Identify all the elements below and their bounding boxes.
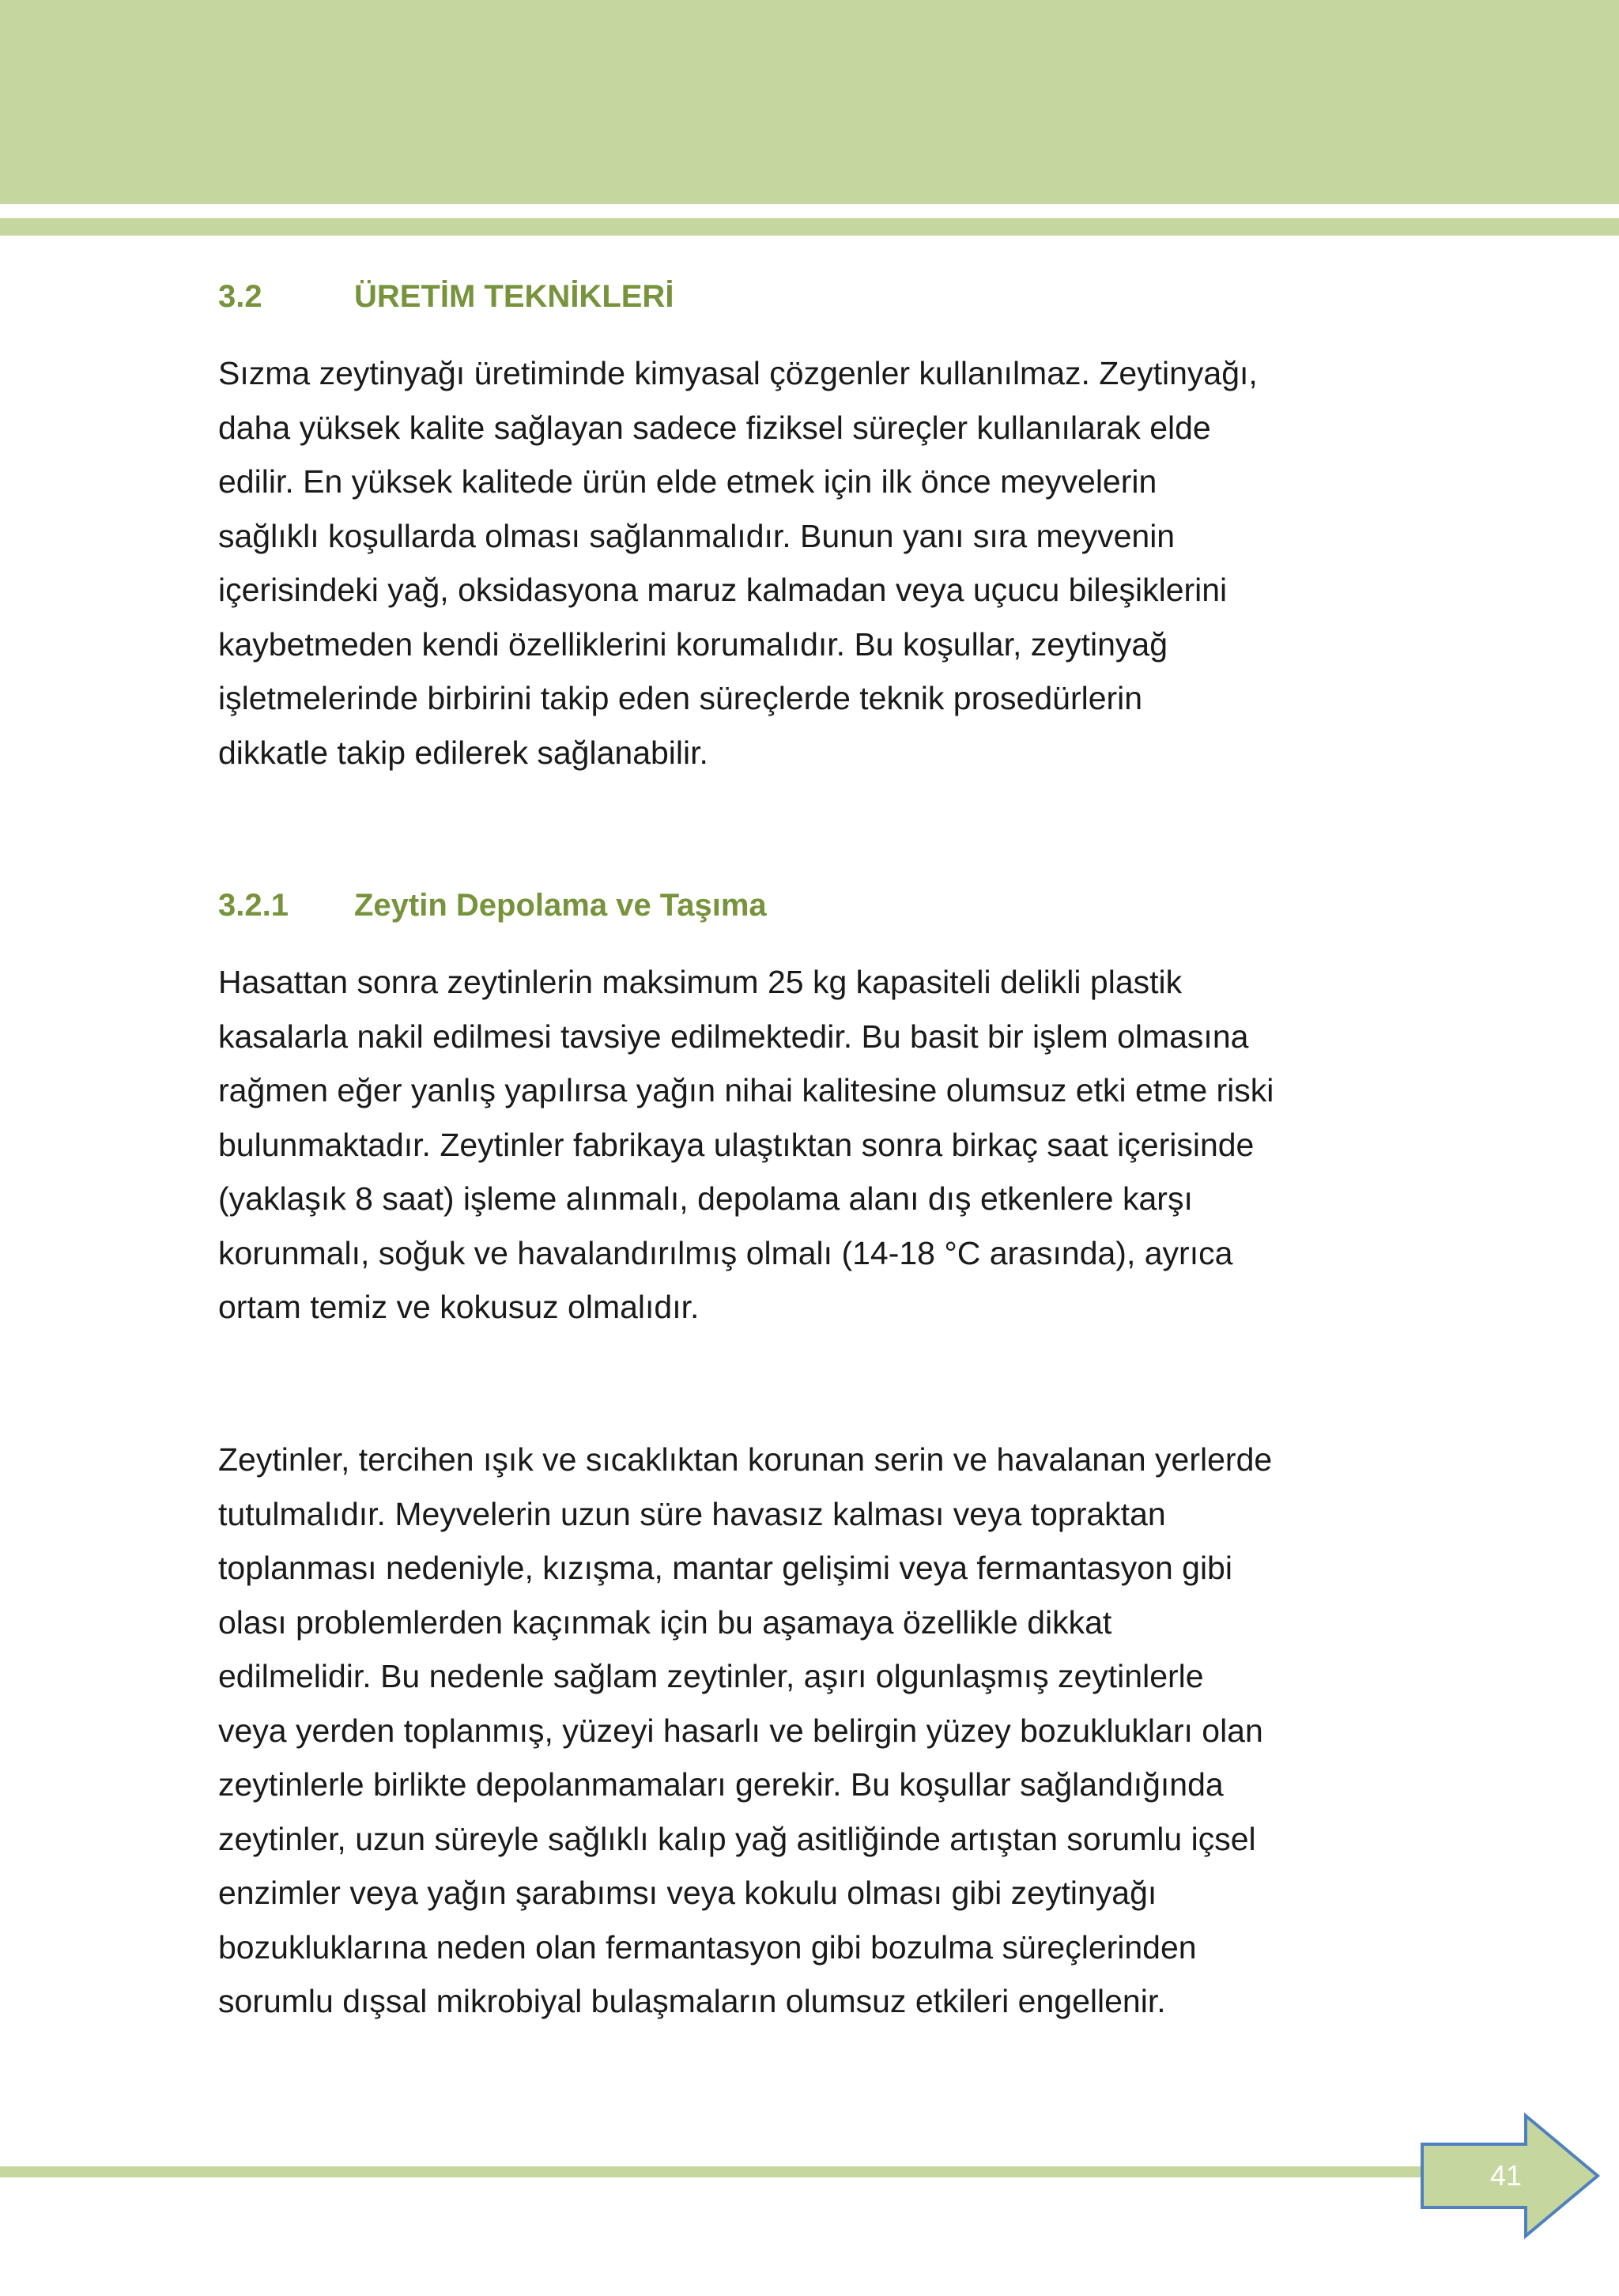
paragraph-line: veya yerden toplanmış, yüzeyi hasarlı ve belirgin yüzey bozuklukları olan xyxy=(218,1712,1263,1749)
paragraph-line: ortam temiz ve kokusuz olmalıdır. xyxy=(218,1289,700,1325)
subsection-paragraph-1 xyxy=(218,955,1404,1335)
paragraph-line: rağmen eğer yanlış yapılırsa yağın nihai kalitesine olumsuz etki etme riski xyxy=(218,1072,1274,1108)
paragraph-line: korunmalı, soğuk ve havalandırılmış olmalı (14-18 °C arasında), ayrıca xyxy=(218,1234,1233,1271)
subsection-heading xyxy=(218,886,767,925)
subsection-number: 3.2.1 xyxy=(218,888,289,923)
section-number: 3.2 xyxy=(218,279,262,314)
section-heading xyxy=(218,277,674,316)
paragraph-line: işletmelerinde birbirini takip eden süreçlerde teknik prosedürlerin xyxy=(218,680,1143,716)
paragraph-line: Sızma zeytinyağı üretiminde kimyasal çözgenler kullanılmaz. Zeytinyağı, xyxy=(218,355,1258,391)
paragraph-line: edilmelidir. Bu nedenle sağlam zeytinler, aşırı olgunlaşmış zeytinlerle xyxy=(218,1658,1204,1694)
paragraph-line: Hasattan sonra zeytinlerin maksimum 25 kg kapasiteli delikli plastik xyxy=(218,964,1183,1000)
paragraph-line: zeytinlerle birlikte depolanmamaları gerekir. Bu koşullar sağlandığında xyxy=(218,1766,1224,1803)
section-paragraph xyxy=(218,346,1404,780)
header-band xyxy=(0,0,1619,204)
paragraph-line: (yaklaşık 8 saat) işleme alınmalı, depolama alanı dış etkenlere karşı xyxy=(218,1180,1193,1217)
paragraph-line: toplanması nedeniyle, kızışma, mantar gelişimi veya fermantasyon gibi xyxy=(218,1550,1232,1586)
paragraph-line: kaybetmeden kendi özelliklerini korumalıdır. Bu koşullar, zeytinyağ xyxy=(218,625,1168,663)
paragraph-line: edilir. En yüksek kalitede ürün elde etmek için ilk önce meyvelerin xyxy=(218,463,1157,500)
paragraph-line: Zeytinler, tercihen ışık ve sıcaklıktan korunan serin ve havalanan yerlerde xyxy=(218,1441,1273,1478)
paragraph-line: içerisindeki yağ, oksidasyona maruz kalmadan veya uçucu bileşiklerini xyxy=(218,572,1228,608)
paragraph-line: olası problemlerden kaçınmak için bu aşamaya özellikle dikkat xyxy=(218,1603,1112,1641)
page-number: 41 xyxy=(1489,2159,1523,2192)
paragraph-line: sağlıklı koşullarda olması sağlanmalıdır. Bunun yanı sıra meyvenin xyxy=(218,517,1176,554)
paragraph-line: enzimler veya yağın şarabımsı veya kokulu olması gibi zeytinyağı xyxy=(218,1875,1157,1911)
paragraph-line: tutulmalıdır. Meyvelerin uzun süre havasız kalması veya topraktan xyxy=(218,1495,1166,1532)
paragraph-line: kasalarla nakil edilmesi tavsiye edilmektedir. Bu basit bir işlem olmasına xyxy=(218,1018,1249,1055)
subsection-paragraph-2 xyxy=(218,1433,1404,2029)
paragraph-line: dikkatle takip edilerek sağlanabilir. xyxy=(218,734,708,771)
header-rule xyxy=(0,218,1619,236)
paragraph-line: bulunmaktadır. Zeytinler fabrikaya ulaştıktan sonra birkaç saat içerisinde xyxy=(218,1126,1255,1163)
paragraph-line: daha yüksek kalite sağlayan sadece fiziksel süreçler kullanılarak elde xyxy=(218,409,1211,446)
section-title: ÜRETİM TEKNİKLERİ xyxy=(354,279,674,314)
subsection-title: Zeytin Depolama ve Taşıma xyxy=(354,888,767,923)
footer-rule xyxy=(0,2166,1423,2177)
paragraph-line: zeytinler, uzun süreyle sağlıklı kalıp yağ asitliğinde artıştan sorumlu içsel xyxy=(218,1820,1256,1857)
paragraph-line: bozukluklarına neden olan fermantasyon gibi bozulma süreçlerinden xyxy=(218,1928,1197,1966)
paragraph-line: sorumlu dışsal mikrobiyal bulaşmaların olumsuz etkileri engellenir. xyxy=(218,1983,1166,2019)
